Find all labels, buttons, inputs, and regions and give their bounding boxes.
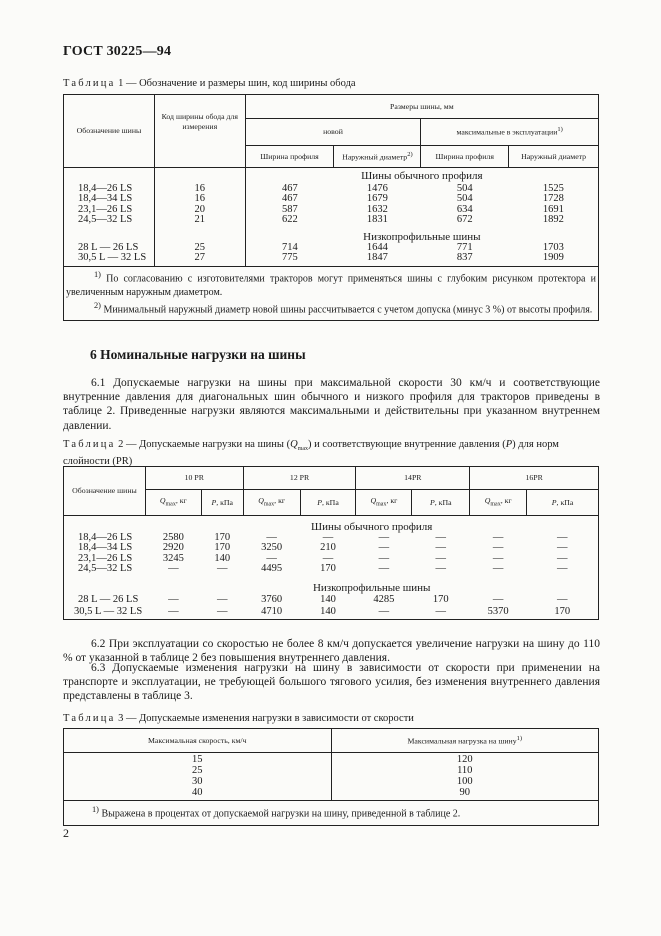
table-cell: 170 xyxy=(214,542,231,553)
table-cell: — xyxy=(435,605,447,617)
table-cell: 1) xyxy=(94,269,101,279)
t1-section-low: Низкопрофильные шины xyxy=(245,226,598,243)
table-cell: 16 xyxy=(154,184,245,195)
table-cell: Максимальная нагрузка на шину xyxy=(407,736,517,746)
table-cell: 1691 xyxy=(542,203,564,215)
t2-rows-low xyxy=(64,594,599,620)
table-cell: Q xyxy=(370,495,377,505)
table-cell: 1476 xyxy=(366,182,388,194)
table-cell: 20 xyxy=(154,205,245,216)
table-cell: — xyxy=(435,531,447,543)
table-cell: 1679 xyxy=(366,193,388,204)
table-cell: 24,5—32 LS xyxy=(78,214,133,225)
table-cell: — xyxy=(216,605,228,617)
table-cell: Наружный диаметр xyxy=(342,152,408,162)
table-cell: 5370 xyxy=(487,605,509,617)
table-cell: — xyxy=(378,552,390,564)
paragraph-6-1: 6.1 Допускаемые нагрузки на шины при максимальной скорости 30 км/ч и соответствующие внутренние давления для диагональных шин обычного и низкого профиля для тракторов приведены в таблице 2. Приведенные нагрузки являются максимальными и действительны при указанном внутреннем давлении. xyxy=(63,377,600,432)
table-cell: — xyxy=(435,552,447,564)
table-cell: 3760 xyxy=(261,593,283,605)
table-cell: Q xyxy=(290,439,298,450)
table-cell: 634 xyxy=(456,203,473,215)
table-cell: 30 xyxy=(192,775,203,787)
table-cell: — xyxy=(435,542,447,553)
t2-col-p xyxy=(412,490,470,516)
table-cell: — xyxy=(266,531,277,543)
table-cell: 1909 xyxy=(542,252,564,263)
table-row xyxy=(64,753,599,766)
table-cell: Таблица xyxy=(63,439,116,450)
table-cell: 170 xyxy=(214,531,231,543)
table-cell: Минимальный наружный диаметр новой шины рассчитывается с учетом допуска (минус 3 %) от высоты профиля. xyxy=(103,304,593,316)
table-cell: 771 xyxy=(456,241,473,253)
table-cell: — xyxy=(378,605,390,617)
table-cell: 140 xyxy=(320,593,336,605)
document-header: ГОСТ 30225—94 xyxy=(63,44,172,59)
table-cell: — xyxy=(557,552,568,564)
table-cell: — xyxy=(266,552,277,564)
t1-footnote-mark-2: 2) xyxy=(407,150,413,158)
table-cell: max xyxy=(263,501,275,508)
t2-rows-normal xyxy=(64,533,599,575)
table1 xyxy=(63,94,599,321)
table-cell: 18,4—26 LS xyxy=(78,531,133,543)
t1-col-diam-new xyxy=(334,146,421,168)
table-cell: — xyxy=(435,563,447,574)
table-cell: — xyxy=(378,531,390,543)
paragraph-6-3: 6.3 Допускаемые изменения нагрузки на шину в зависимости от скорости при применении на транспорте и эксплуатации, не требующей большого тягового усилия, без изменения внутреннего давления представлены в таблице 3. xyxy=(63,662,600,703)
t2-col-12pr: 12 PR xyxy=(243,467,356,490)
table-cell: 23,1—26 LS xyxy=(78,203,133,215)
table-cell: 587 xyxy=(245,205,334,216)
t2-col-p xyxy=(201,490,243,516)
table-cell: 170 xyxy=(554,605,571,617)
table-cell: , кПа xyxy=(434,497,452,507)
table-cell: 25 xyxy=(154,243,245,254)
table-cell: — xyxy=(492,531,504,543)
table-cell: 90 xyxy=(331,788,599,801)
table-cell: 3245 xyxy=(162,552,184,564)
table-cell: , кг xyxy=(274,495,286,505)
table-cell: 30,5 L — 32 LS xyxy=(74,605,143,617)
t1-col-max xyxy=(421,119,599,146)
table-cell: max xyxy=(490,501,501,508)
table-cell: P xyxy=(551,497,557,507)
table-cell: 18,4—34 LS xyxy=(78,542,133,553)
table-cell: 4285 xyxy=(373,593,395,605)
table-row xyxy=(64,215,599,226)
table-row xyxy=(64,564,599,575)
t1-col-width-max: Ширина профиля xyxy=(421,146,509,168)
table-cell: , кг xyxy=(175,495,187,505)
table-cell: 2) xyxy=(94,300,101,310)
table-cell: , кПа xyxy=(216,497,233,507)
table-cell: 16 xyxy=(154,194,245,205)
table-cell: 24,5—32 LS xyxy=(78,563,133,574)
table-cell: 110 xyxy=(331,766,599,777)
t2-col-p xyxy=(527,490,599,516)
table-row xyxy=(64,205,599,216)
table-row xyxy=(64,543,599,554)
table-cell: 1831 xyxy=(366,214,388,225)
table-cell: , кг xyxy=(500,495,512,505)
table-row xyxy=(64,253,599,266)
table-cell: 1847 xyxy=(366,252,388,263)
t2-col-10pr: 10 PR xyxy=(145,467,243,490)
table1-caption xyxy=(63,78,356,89)
table-cell: 170 xyxy=(432,593,449,605)
table-cell: 210 xyxy=(320,542,336,553)
table-cell: 837 xyxy=(456,252,473,263)
table1-caption-label: Таблица xyxy=(63,78,116,89)
table-cell: 714 xyxy=(245,243,334,254)
table-cell: 30,5 L — 32 LS xyxy=(78,252,147,263)
table-cell: 18,4—26 LS xyxy=(78,182,133,194)
table-cell: 3 — Допускаемые изменения нагрузки в зависимости от скорости xyxy=(115,713,414,724)
table-cell: — xyxy=(492,563,504,574)
table-cell: 1892 xyxy=(542,214,564,225)
table-cell: 170 xyxy=(320,563,336,574)
table-row xyxy=(64,766,599,777)
table-cell: 1728 xyxy=(542,193,564,204)
table-cell: 1) xyxy=(516,734,523,742)
table-cell: 23,1—26 LS xyxy=(78,552,133,564)
t1-col-designation: Обозначение шины xyxy=(76,126,142,136)
table3-caption xyxy=(63,713,414,724)
table-cell: 2580 xyxy=(162,531,184,543)
t3-col-load xyxy=(331,729,599,753)
table2 xyxy=(63,466,599,620)
table-cell: — xyxy=(492,593,504,605)
table-cell: 504 xyxy=(456,193,473,204)
t1-footnote-1 xyxy=(66,269,596,300)
table-cell: — xyxy=(557,593,568,605)
table-cell: — xyxy=(322,531,334,543)
table-cell: 2 — Допускаемые нагрузки на шины ( xyxy=(115,439,291,450)
section-6-title: 6 Номинальные нагрузки на шины xyxy=(90,347,306,362)
table-cell: 2920 xyxy=(162,542,184,553)
table-cell: 775 xyxy=(245,253,334,266)
table-cell: 21 xyxy=(154,215,245,226)
table-cell: 1632 xyxy=(366,203,388,215)
table-cell: — xyxy=(322,552,334,564)
table-cell: 28 L — 26 LS xyxy=(78,593,139,605)
table-row xyxy=(64,788,599,801)
table-cell: — xyxy=(378,563,390,574)
table-row xyxy=(64,777,599,788)
table-row xyxy=(64,194,599,205)
table-cell: 622 xyxy=(245,215,334,226)
t1-footnotes xyxy=(64,266,599,321)
table-cell: — xyxy=(557,531,568,543)
table-cell: 15 xyxy=(192,754,203,765)
table-cell: — xyxy=(168,563,179,574)
page-number: 2 xyxy=(63,826,69,840)
table-cell: 504 xyxy=(456,182,473,194)
table-cell: — xyxy=(168,593,179,605)
table-cell: По согласованию с изготовителями тракторов могут применяться шины с глубоким рисунком протектора и увеличенным наружным диаметром. xyxy=(66,272,597,298)
table-row xyxy=(64,594,599,607)
table-cell: 467 xyxy=(245,184,334,195)
t1-footnote-2 xyxy=(66,300,596,317)
table-cell: 120 xyxy=(331,753,599,766)
table-cell: 1525 xyxy=(542,182,564,194)
t1-col-new: новой xyxy=(245,119,421,146)
table-cell: максимальные в эксплуатации xyxy=(456,127,558,137)
table-cell: Q xyxy=(159,495,166,505)
table1-caption-text: 1 — Обозначение и размеры шин, код ширины обода xyxy=(115,78,356,89)
table-row xyxy=(64,184,599,195)
table-cell: 3250 xyxy=(261,542,283,553)
t2-section-low: Низкопрофильные шины xyxy=(312,581,431,594)
paragraph-6-2: 6.2 При эксплуатации со скоростью не более 8 км/ч допускается увеличение нагрузки на шину до 110 % от указанной в таблице 2 без повышения внутреннего давления. xyxy=(63,638,600,665)
table-cell: 4495 xyxy=(261,563,283,574)
table-cell: 467 xyxy=(245,194,334,205)
table-cell: P xyxy=(317,497,322,507)
table-cell: max xyxy=(376,501,387,508)
t2-col-16pr: 16PR xyxy=(470,467,599,490)
t3-rows xyxy=(64,753,599,801)
table-cell: 1644 xyxy=(366,241,388,253)
table-cell: — xyxy=(378,542,390,553)
table-row xyxy=(64,607,599,620)
t1-col-width-new: Ширина профиля xyxy=(245,146,334,168)
t2-col-q xyxy=(243,490,300,516)
table-cell: max xyxy=(165,501,176,508)
table-cell: 140 xyxy=(320,605,336,617)
t2-col-q xyxy=(145,490,201,516)
table2-caption xyxy=(63,439,600,468)
table-cell: P xyxy=(505,439,513,450)
table-cell: 27 xyxy=(154,253,245,266)
t1-footnote-mark-1: 1) xyxy=(557,126,563,134)
t1-rows-normal xyxy=(64,184,599,226)
table-cell: P xyxy=(211,497,217,507)
t3-footnote xyxy=(64,801,599,826)
t1-section-normal: Шины обычного профиля xyxy=(245,168,598,184)
table-cell: ) для норм слойности (PR) xyxy=(63,439,559,467)
table-cell: ) и соответствующие внутренние давления ( xyxy=(308,439,506,450)
table3 xyxy=(63,728,599,826)
table-cell: 28 L — 26 LS xyxy=(78,241,139,253)
t2-col-p xyxy=(300,490,356,516)
table-cell: , кг xyxy=(386,495,398,505)
table-cell: 672 xyxy=(456,214,473,225)
table-cell: Таблица xyxy=(63,713,116,724)
table-cell: — xyxy=(216,593,228,605)
t2-col-q xyxy=(356,490,412,516)
table-cell: Q xyxy=(258,495,264,505)
table-cell: , кПа xyxy=(322,497,339,507)
table-cell: Выражена в процентах от допускаемой нагрузки на шину, приведенной в таблице 2. xyxy=(101,808,461,820)
table-cell: 4710 xyxy=(261,605,283,617)
table-cell: — xyxy=(557,563,568,574)
table-cell: max xyxy=(297,446,309,453)
table-cell: 1) xyxy=(92,805,99,814)
table-cell: — xyxy=(168,605,179,617)
table-cell: 18,4—34 LS xyxy=(78,193,133,204)
table-cell: Q xyxy=(484,495,491,505)
t2-col-14pr: 14PR xyxy=(356,467,470,490)
table-cell: — xyxy=(557,542,568,553)
t2-section-normal: Шины обычного профиля xyxy=(311,520,433,533)
table-cell: 1703 xyxy=(542,241,564,253)
t1-col-diam-max: Наружный диаметр xyxy=(509,146,599,168)
t2-col-designation: Обозначение шины xyxy=(72,486,137,496)
table-cell: — xyxy=(216,563,228,574)
table-cell: 25 xyxy=(192,764,203,776)
table-cell: 140 xyxy=(214,552,231,564)
table-cell: — xyxy=(492,542,504,553)
t1-col-sizes: Размеры шины, мм xyxy=(245,95,598,119)
table-cell: 100 xyxy=(331,777,599,788)
table-cell: , кПа xyxy=(556,497,574,507)
t2-col-q xyxy=(470,490,527,516)
table-cell: 40 xyxy=(192,786,203,798)
t1-rows-low xyxy=(64,243,599,267)
table-cell: P xyxy=(430,497,435,507)
table-cell: — xyxy=(492,552,504,564)
t1-col-code: Код ширины обода для измерения xyxy=(154,95,245,168)
t3-col-speed: Максимальная скорость, км/ч xyxy=(147,735,247,745)
